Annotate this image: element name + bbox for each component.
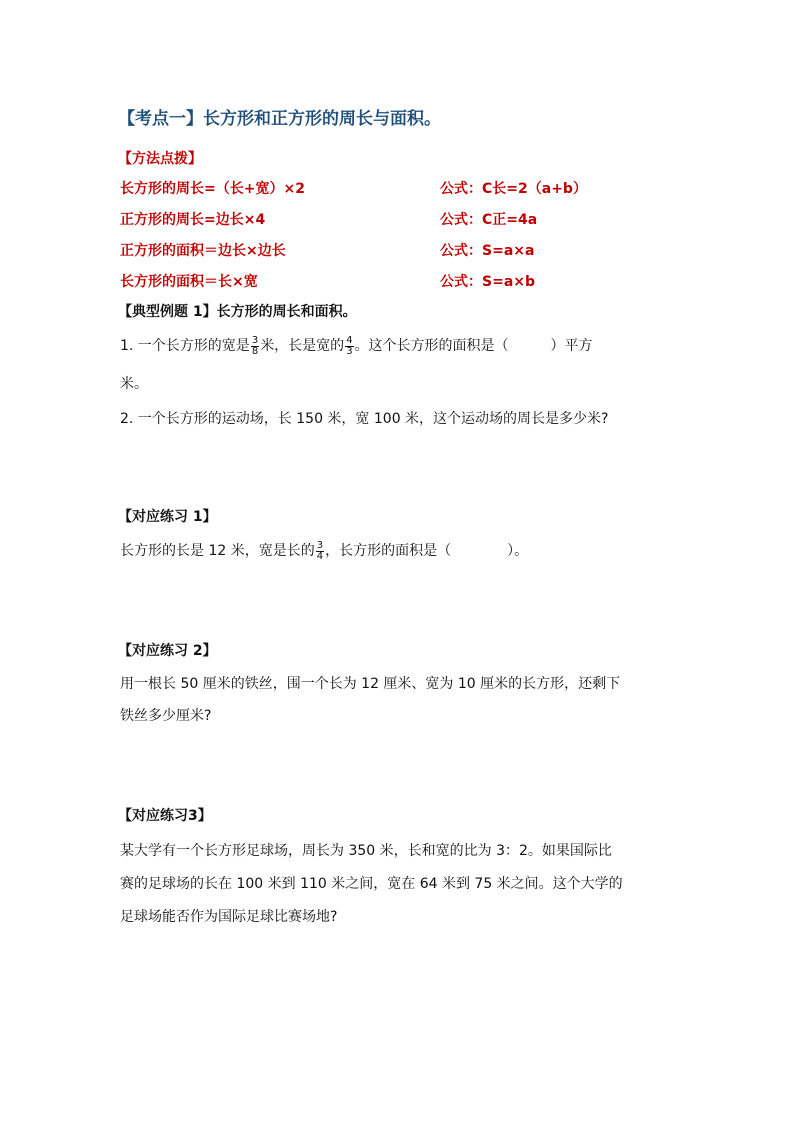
example1-question2: 2. 一个长方形的运动场，长 150 米，宽 100 米，这个运动场的周长是多少米? (120, 411, 609, 427)
practice3-line3: 足球场能否作为国际足球比赛场地? (120, 909, 338, 925)
practice1-text-a: 长方形的长是 12 米，宽是长的 (120, 543, 315, 559)
fraction-numerator: 3 (316, 539, 324, 551)
practice2-heading: 【对应练习 2】 (118, 643, 217, 659)
formula-rect-perimeter-short: 公式：C长=2（a+b） (440, 181, 587, 197)
practice2-line1: 用一根长 50 厘米的铁丝，围一个长为 12 厘米、宽为 10 厘米的长方形，还剩下 (120, 676, 621, 692)
practice1-heading: 【对应练习 1】 (118, 509, 217, 525)
formula-square-perimeter-short: 公式：C正=4a (440, 212, 538, 228)
fraction-denominator: 8 (251, 345, 259, 357)
fraction-numerator: 3 (251, 334, 259, 346)
formula-rect-area: 长方形的面积＝长×宽 (120, 274, 258, 290)
method-heading: 【方法点拨】 (118, 151, 202, 167)
fraction-denominator: 3 (346, 345, 353, 357)
practice3-heading: 【对应练习3】 (118, 808, 212, 824)
fraction-denominator: 4 (316, 550, 324, 562)
practice3-line2: 赛的足球场的长在 100 米到 110 米之间，宽在 64 米到 75 米之间。这个大学的 (120, 876, 623, 892)
formula-square-area-short: 公式：S=a×a (440, 243, 535, 259)
practice3-line1: 某大学有一个长方形足球场，周长为 350 米，长和宽的比为 3：2。如果国际比 (120, 843, 612, 859)
example1-heading: 【典型例题 1】长方形的周长和面积。 (118, 304, 357, 320)
fraction-numerator: 4 (346, 334, 353, 346)
formula-rect-area-short: 公式：S=a×b (440, 274, 536, 290)
formula-square-area: 正方形的面积＝边长×边长 (120, 243, 286, 259)
section-title: 【考点一】长方形和正方形的周长与面积。 (118, 109, 441, 129)
practice2-line2: 铁丝多少厘米? (120, 708, 212, 724)
example1-question1-continued: 米。 (120, 376, 148, 392)
practice1-text-b: ，长方形的面积是（ ）。 (325, 543, 529, 559)
example1-question1 (120, 334, 593, 358)
q1-text-a: 1. 一个长方形的宽是 (120, 338, 250, 354)
formula-square-perimeter: 正方形的周长=边长×4 (120, 212, 266, 228)
fraction-three-quarters (316, 541, 324, 562)
q1-text-b: 米，长是宽的 (260, 338, 345, 354)
fraction-four-thirds (345, 336, 353, 357)
q1-text-c: 。这个长方形的面积是（ ）平方 (354, 338, 593, 354)
formula-rect-perimeter: 长方形的周长=（长+宽）×2 (120, 181, 305, 197)
practice1-question (120, 539, 528, 563)
fraction-three-eighths (251, 336, 259, 357)
